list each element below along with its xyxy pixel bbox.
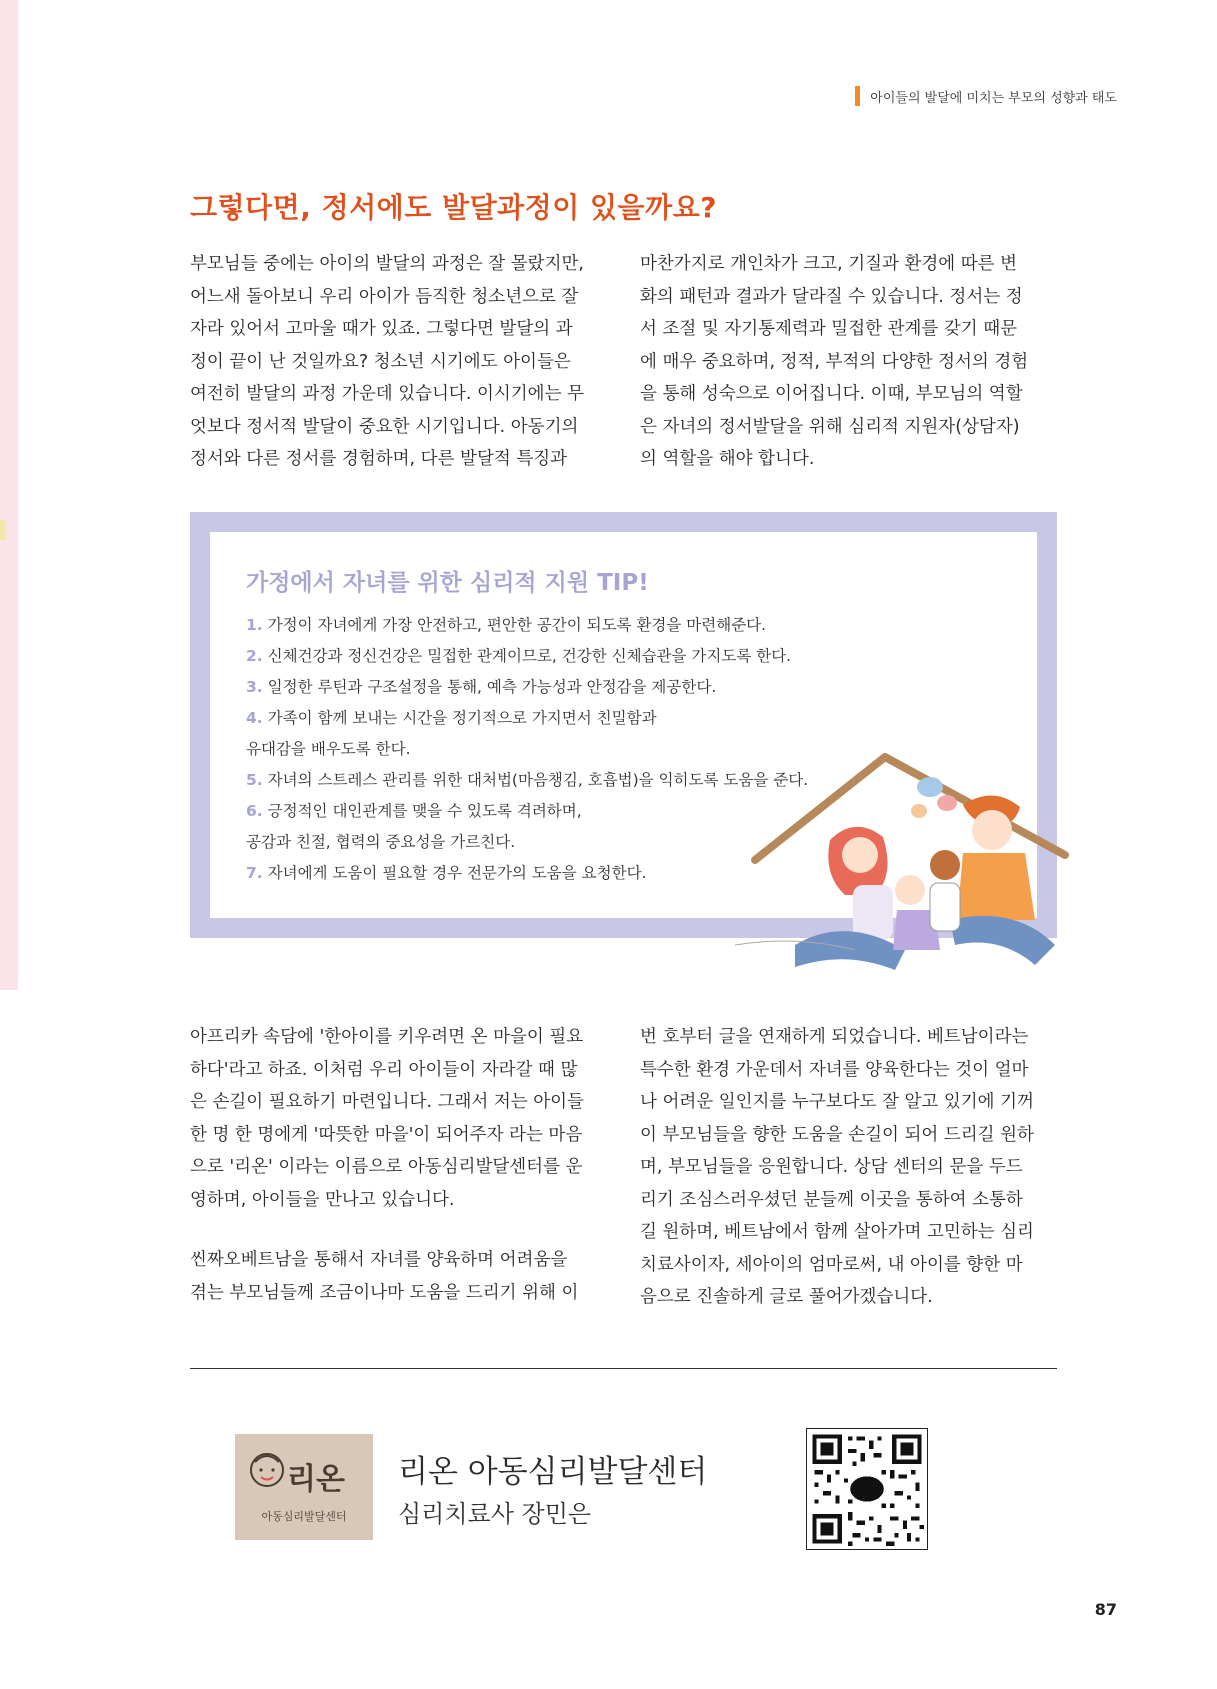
family-illustration [735,745,1175,990]
intro-right-line: 은 자녀의 정서발달을 위해 심리적 지원자(상담자) [640,416,1020,437]
closing-left-line: 하다'라고 하죠. 이처럼 우리 아이들이 자라갈 때 많 [190,1059,578,1080]
intro-right-line: 의 역할을 해야 합니다. [640,449,815,469]
closing-right-line: 특수한 환경 가운데서 자녀를 양육한다는 것이 얼마 [640,1059,1029,1080]
tip-item-continuation: 유대감을 배우도록 한다. [246,740,411,758]
closing-left-line: 은 손길이 필요하기 마련입니다. 그래서 저는 아이들 [190,1092,584,1112]
tip-item: 7. 자녀에게 도움이 필요할 경우 전문가의 도움을 요청한다. [246,864,647,882]
qr-code[interactable] [806,1428,928,1550]
footer-divider [190,1368,1057,1369]
closing-right-line: 이 부모님들을 향한 도움을 손길이 되어 드리길 원하 [640,1124,1034,1145]
intro-right-line: 화의 패턴과 결과가 달라질 수 있습니다. 정서는 정 [640,286,1023,307]
tip-item: 2. 신체건강과 정신건강은 밀접한 관계이므로, 건강한 신체습관을 가지도록 한다. [246,647,792,665]
intro-left-line: 어느새 돌아보니 우리 아이가 듬직한 청소년으로 잘 [190,286,579,307]
center-name: 리온 아동심리발달센터 [398,1454,708,1490]
closing-right-column [640,1021,1060,1314]
header-accent-bar [855,86,860,106]
therapist-name: 심리치료사 장민은 [398,1500,592,1528]
logo-sub-text: 아동심리발달센터 [261,1510,347,1523]
closing-right-line: 치료사이자, 세아이의 엄마로써, 내 아이를 향한 마 [640,1254,1023,1275]
closing-left-line: 으로 '리온' 이라는 이름으로 아동심리발달센터를 운 [190,1157,583,1177]
closing-left-line: 영하며, 아이들을 만나고 있습니다. [190,1189,455,1210]
closing-right-line: 리기 조심스러우셨던 분들께 이곳을 통하여 소통하 [640,1189,1023,1210]
closing-left-line: 아프리카 속담에 '한아이를 키우려면 온 마을이 필요 [190,1027,584,1047]
intro-left-column [190,248,600,476]
tip-item: 6. 긍정적인 대인관계를 맺을 수 있도록 격려하며, [246,802,582,820]
intro-right-line: 을 통해 성숙으로 이어집니다. 이때, 부모님의 역할 [640,384,1023,404]
intro-left-line: 정이 끝이 난 것일까요? 청소년 시기에도 아이들은 [190,351,571,372]
tip-item-continuation: 공감과 친절, 협력의 중요성을 가르친다. [246,833,516,851]
closing-left-line: 한 명 한 명에게 '따뜻한 마을'이 되어주자 라는 마음 [190,1124,583,1145]
intro-left-line: 부모님들 중에는 아이의 발달의 과정은 잘 몰랐지만, [190,254,584,274]
tip-item: 4. 가족이 함께 보내는 시간을 정기적으로 가지면서 친밀함과 [246,709,657,727]
intro-left-line: 정서와 다른 정서를 경험하며, 다른 발달적 특징과 [190,449,568,469]
tip-list [246,610,808,889]
page-number: 87 [1094,1600,1117,1619]
running-header [855,86,1117,106]
strip-accent [0,520,6,540]
closing-right-line: 며, 부모님들을 응원합니다. 상담 센터의 문을 두드 [640,1157,1023,1177]
closing-left-line: 겪는 부모님들께 조금이나마 도움을 드리기 위해 이 [190,1282,579,1303]
intro-right-column [640,248,1060,476]
section-title: 그렇다면, 정서에도 발달과정이 있을까요? [190,191,717,224]
tip-item: 5. 자녀의 스트레스 관리를 위한 대처법(마음챙김, 호흡법)을 익히도록 도움을 준다. [246,771,809,789]
intro-right-line: 서 조절 및 자기통제력과 밀접한 관계를 갖기 때문 [640,319,1018,339]
tip-item: 1. 가정이 자녀에게 가장 안전하고, 편안한 공간이 되도록 환경을 마련해준다. [246,616,767,634]
center-logo [235,1434,373,1540]
intro-left-line: 엇보다 정서적 발달이 중요한 시기입니다. 아동기의 [190,416,579,437]
intro-left-line: 자라 있어서 고마울 때가 있죠. 그렇다면 발달의 과 [190,319,573,339]
running-title: 아이들의 발달에 미치는 부모의 성향과 태도 [870,90,1117,106]
closing-left-column [190,1021,600,1309]
intro-right-line: 마찬가지로 개인차가 크고, 기질과 환경에 따른 변 [640,254,1018,274]
closing-right-line: 길 원하며, 베트남에서 함께 살아가며 고민하는 심리 [640,1222,1034,1242]
closing-right-line: 음으로 진솔하게 글로 풀어가겠습니다. [640,1287,933,1307]
closing-right-line: 번 호부터 글을 연재하게 되었습니다. 베트남이라는 [640,1027,1029,1047]
intro-left-line: 여전히 발달의 과정 가운데 있습니다. 이시기에는 무 [190,384,584,404]
closing-right-line: 나 어려운 일인지를 누구보다도 잘 알고 있기에 기꺼 [640,1092,1034,1112]
intro-right-line: 에 매우 중요하며, 정적, 부적의 다양한 정서의 경험 [640,351,1029,372]
tip-item: 3. 일정한 루틴과 구조설정을 통해, 예측 가능성과 안정감을 제공한다. [246,678,717,696]
logo-child-face-icon [247,1448,287,1496]
logo-main-text: 리온 [287,1462,345,1497]
closing-left-line: 씬짜오베트남을 통해서 자녀를 양육하며 어려움을 [190,1250,568,1270]
left-decorative-strip [0,0,18,990]
tip-title: 가정에서 자녀를 위한 심리적 지원 TIP! [246,570,649,596]
